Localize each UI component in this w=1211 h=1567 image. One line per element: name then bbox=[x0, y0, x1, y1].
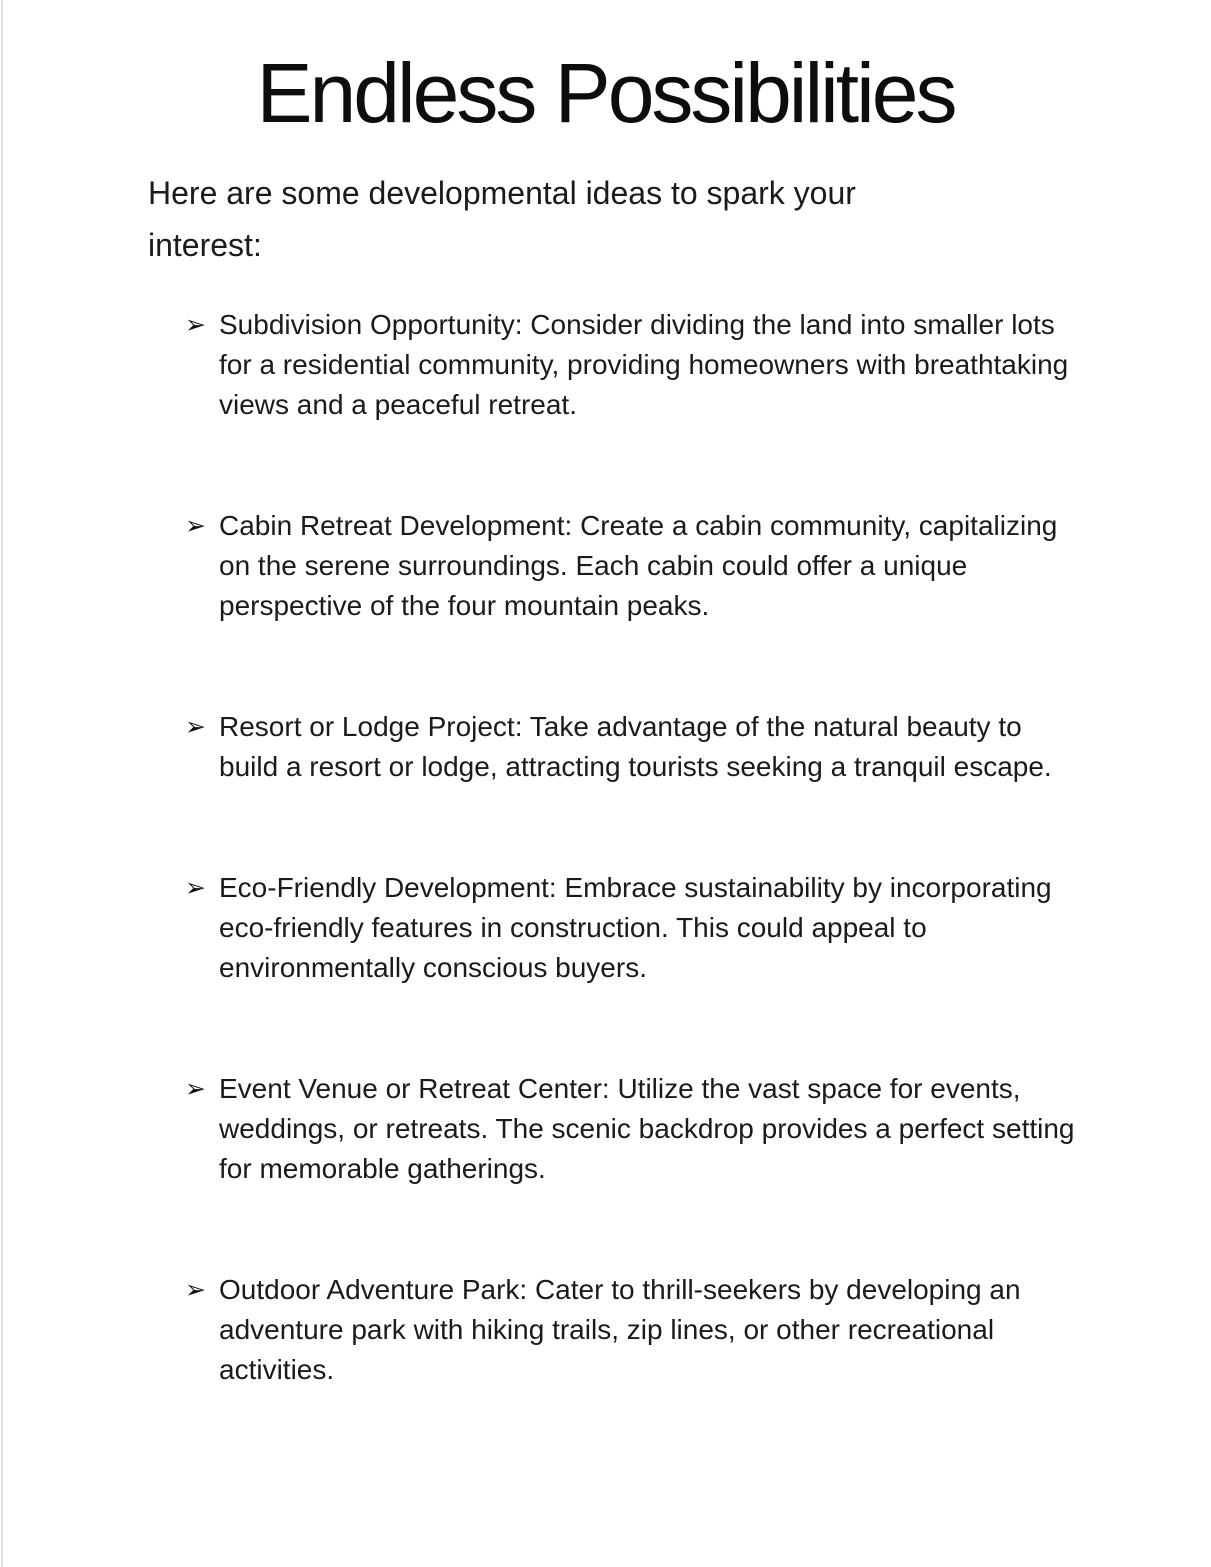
list-item bbox=[185, 1069, 1211, 1189]
list-item bbox=[185, 868, 1211, 988]
arrow-bullet-icon: ➢ bbox=[185, 1074, 206, 1103]
arrow-bullet-icon: ➢ bbox=[185, 873, 206, 902]
ideas-list bbox=[0, 305, 1211, 1390]
list-item bbox=[185, 707, 1211, 787]
list-item-text: Cabin Retreat Development: Create a cabin community, capitalizing on the serene surroundings. Each cabin could offer a unique perspective of the four mountain peaks. bbox=[219, 509, 1058, 621]
list-item-text: Subdivision Opportunity: Consider dividing the land into smaller lots for a residential community, providing homeowners with breathtaking views and a peaceful retreat. bbox=[219, 308, 1069, 420]
list-item-text: Resort or Lodge Project: Take advantage of the natural beauty to build a resort or lodge, attracting tourists seeking a tranquil escape. bbox=[219, 710, 1052, 782]
list-item bbox=[185, 506, 1211, 626]
list-item bbox=[185, 305, 1211, 425]
page-edge-divider bbox=[1, 0, 3, 1567]
page-title: Endless Possibilities bbox=[256, 46, 955, 140]
arrow-bullet-icon: ➢ bbox=[185, 1275, 206, 1304]
list-item-text: Eco-Friendly Development: Embrace sustainability by incorporating eco-friendly features in construction. This could appeal to environmentally conscious buyers. bbox=[219, 871, 1052, 983]
arrow-bullet-icon: ➢ bbox=[185, 310, 206, 339]
list-item-text: Outdoor Adventure Park: Cater to thrill-seekers by developing an adventure park with hiking trails, zip lines, or other recreational activities. bbox=[219, 1273, 1021, 1385]
list-item bbox=[185, 1270, 1211, 1390]
arrow-bullet-icon: ➢ bbox=[185, 511, 206, 540]
intro-paragraph: Here are some developmental ideas to spark your interest: bbox=[148, 174, 856, 263]
arrow-bullet-icon: ➢ bbox=[185, 712, 206, 741]
list-item-text: Event Venue or Retreat Center: Utilize the vast space for events, weddings, or retreats. The scenic backdrop provides a perfect setting for memorable gatherings. bbox=[219, 1072, 1075, 1184]
